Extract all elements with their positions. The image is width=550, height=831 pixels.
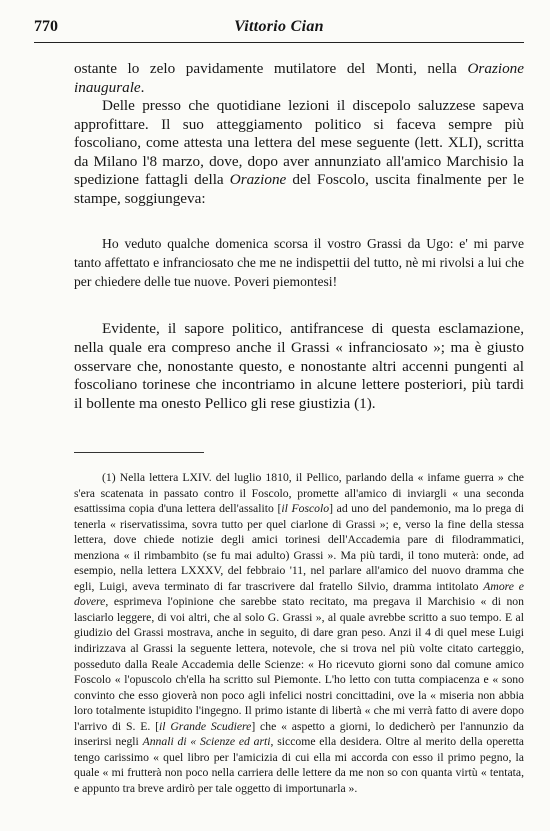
paragraph-1: ostante lo zelo pavidamente mutilatore del Monti, nella Orazione inaugurale. bbox=[74, 60, 524, 96]
block-quote: Ho veduto qualche domenica scorsa il vostro Grassi da Ugo: e' mi parve tanto affettato e infranciosato che me ne indispettii del tutto, nè mi rivolsi a lui che per chiedere delle tue nuove. Poveri piemontesi! bbox=[74, 236, 524, 289]
paragraph-3: Evidente, il sapore politico, antifrancese di questa esclamazione, nella quale era compreso anche il Grassi « infranciosato »; ma è giusto osservare che, nonostante questo, e nonostante altri accenni pungenti al foscoliano torinese che incontriamo in alcune lettere posteriori, più tardi il bollente ma onesto Pellico gli rese giustizia (1). bbox=[74, 320, 524, 413]
page-header bbox=[34, 18, 524, 40]
footnote-rule bbox=[74, 452, 204, 453]
page-number: 770 bbox=[34, 18, 58, 35]
body-text bbox=[74, 60, 524, 208]
header-rule bbox=[34, 42, 524, 43]
footnote: (1) Nella lettera LXIV. del luglio 1810, il Pellico, parlando della « infame guerra » che s'era scatenata in passato contro il Foscolo, promette all'amico di inviargli « una seconda esattissima copia d'una lettera dell'assalito [il Foscolo] ad uno del pandemonio, ma lo prega di tenerla « riservatissima, sovra tutto per quel ciarlone di Grassi »; e, verso la fine della stessa lettera, dove chiede notizie degli amici torinesi dell'Accademia pare di filodrammatici, menziona « il rimbambito (se fu mai adulto) Grassi ». Ma più tardi, il tono muterà: onde, ad esempio, nella lettera LXXXV, del febbraio '11, nel parlare all'amico del nuovo dramma che egli, Luigi, aveva terminato di far trascrivere dal fratello Silvio, dramma intitolato Amore e dovere, esprimeva l'opinione che sarebbe stato recitato, ma pregava il Marchisio « di non lasciarlo leggere, di voi altri, che al solo G. Grassi », al quale avrebbe scritto a suo tempo. E al giudizio del Grassi mostrava, anche in seguito, di dare gran peso. Anzi il 4 di quel mese Luigi indirizzava al Grassi la seguente lettera, notevole, che si trova nel più volte citato carteggio, posseduto dalla Reale Accademia delle Scienze: « Ho ricevuto giorni sono dal comune amico Foscolo « l'opuscolo ch'ella ha scritto sul Piemonte. L'ho letto con tutta compiacenza e « sono convinto che esso gioverà non poco agli infelici nostri concittadini, ove la « miseria non abbia loro totalmente istupidito l'ingegno. Il primo istante di libertà « che mi verrà fatto di avere dopo l'arrivo di S. E. [il Grande Scudiere] che « aspetto a giorni, lo dedicherò per l'annunzio da inserirsi negli Annali di « Scienze ed arti, siccome ella desidera. Oltre al merito della operetta tengo carissimo « quel libro per l'amicizia di cui ella mi accorda con esso il primo pegno, la quale « mi frutterà non poco nella carriera delle lettere da me non so con quanta virtù « tentata, e appunto tra breve ardirò per tale oggetto di importunarla ». bbox=[74, 471, 524, 795]
running-title: Vittorio Cian bbox=[234, 18, 324, 35]
body-text-2 bbox=[74, 320, 524, 414]
paragraph-2: Delle presso che quotidiane lezioni il discepolo saluzzese sapeva approfittare. Il suo atteggiamento politico si faceva sempre più foscoliano, come attesta una lettera del mese seguente (lett. XLI), scritta da Milano l'8 marzo, dove, dopo aver annunziato all'amico Marchisio la spedizione fattagli della Orazione del Foscolo, uscita finalmente per le stampe, soggiungeva: bbox=[74, 97, 524, 207]
